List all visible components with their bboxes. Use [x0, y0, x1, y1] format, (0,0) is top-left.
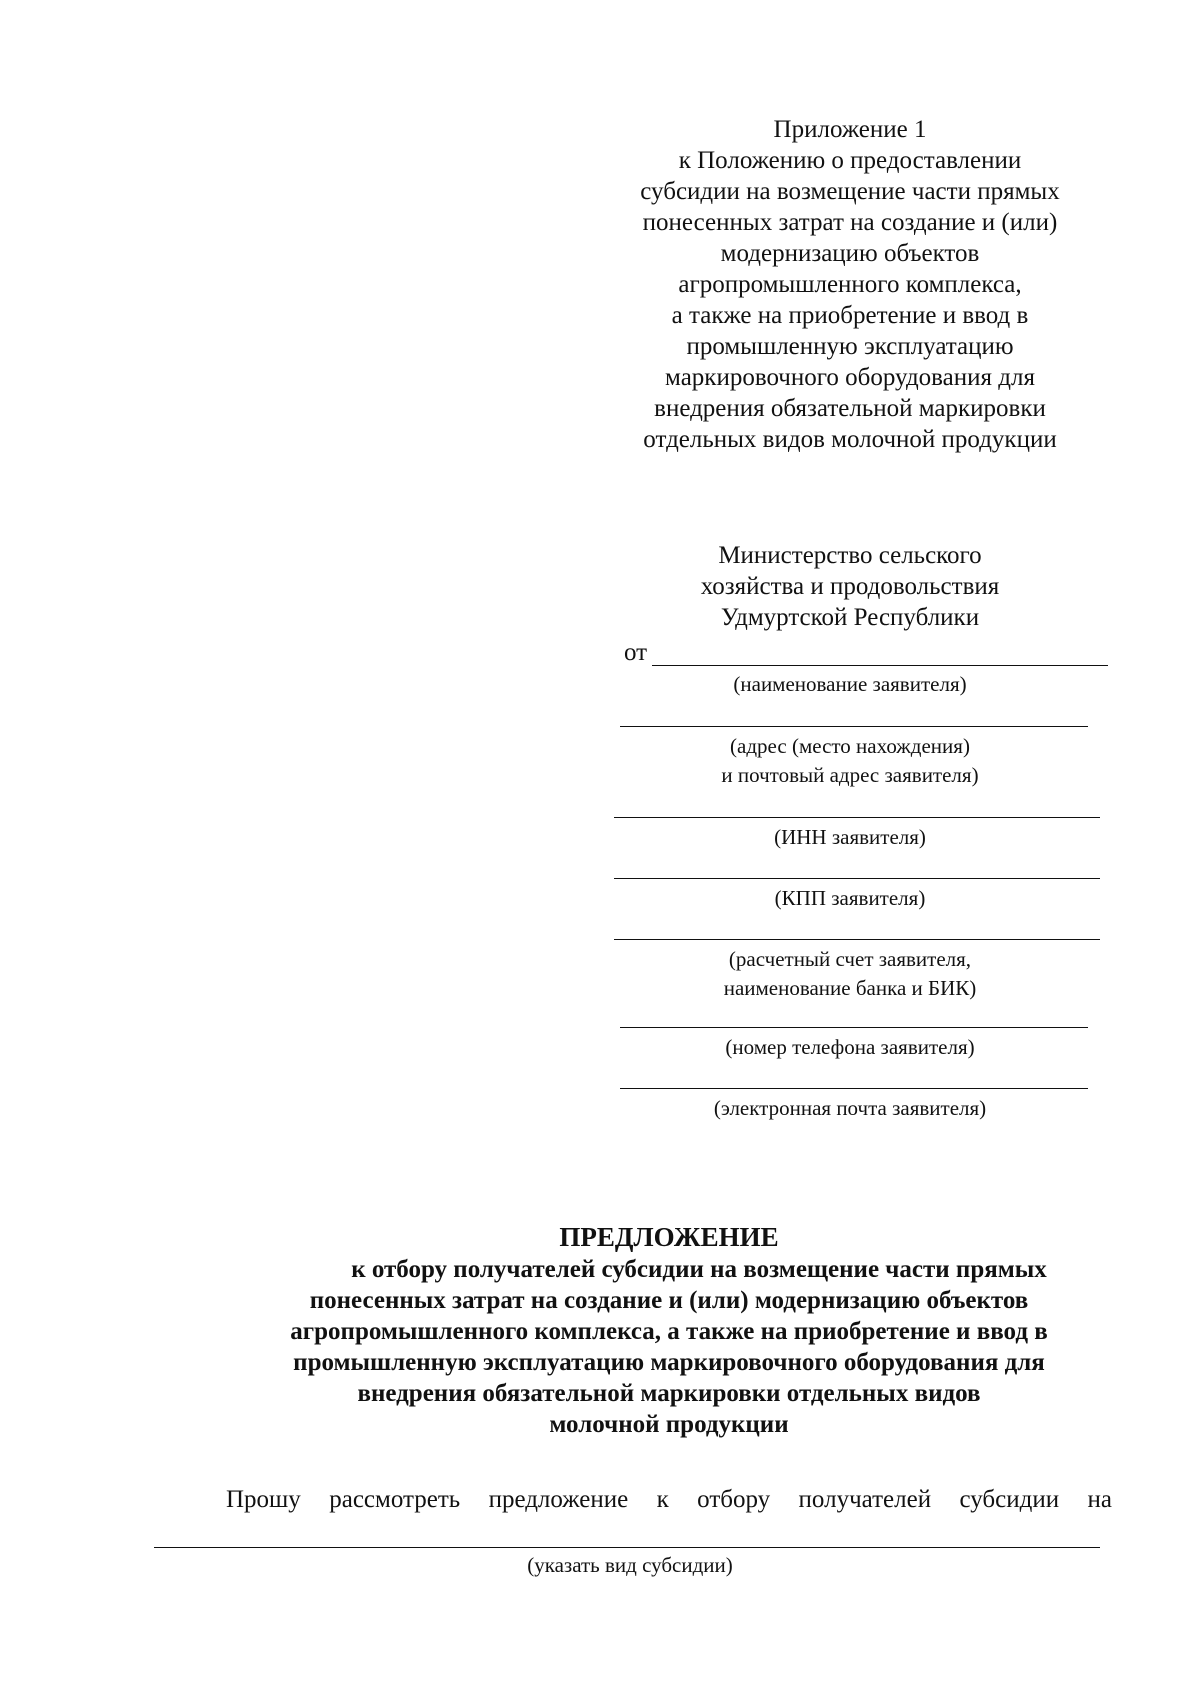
appendix-line: а также на приобретение и ввод в	[671, 302, 1029, 329]
applicant-email-field[interactable]	[620, 1088, 1088, 1089]
applicant-name-field[interactable]	[652, 665, 1108, 666]
appendix-line: маркировочного оборудования для	[665, 364, 1035, 391]
applicant-address-field[interactable]	[620, 726, 1088, 727]
proposal-subtitle-line: понесенных затрат на создание и (или) модернизацию объектов	[309, 1287, 1029, 1314]
appendix-line: агропромышленного комплекса,	[678, 271, 1022, 298]
proposal-subtitle-line: к отбору получателей субсидии на возмещение части прямых	[351, 1256, 1047, 1283]
appendix-line: промышленную эксплуатацию	[686, 333, 1014, 360]
applicant-address-caption: и почтовый адрес заявителя)	[721, 763, 979, 787]
proposal-heading	[120, 1222, 1200, 1440]
proposal-subtitle-line: промышленную эксплуатацию маркировочного оборудования для	[293, 1349, 1045, 1376]
applicant-bank-field[interactable]	[614, 939, 1100, 940]
applicant-inn-field[interactable]	[614, 817, 1100, 818]
applicant-inn-caption: (ИНН заявителя)	[774, 825, 926, 849]
from-label: от	[624, 639, 648, 666]
appendix-line: модернизацию объектов	[720, 240, 980, 267]
request-paragraph: Прошу рассмотреть предложение к отбору получателей субсидии на	[226, 1486, 1112, 1513]
proposal-subtitle-line: молочной продукции	[549, 1411, 789, 1438]
appendix-line: Приложение 1	[773, 116, 927, 143]
applicant-phone-field[interactable]	[620, 1027, 1088, 1028]
addressee-line: Удмуртской Республики	[720, 604, 980, 631]
addressee	[600, 540, 1100, 633]
proposal-subtitle-line: агропромышленного комплекса, а также на приобретение и ввод в	[290, 1318, 1048, 1345]
addressee-line: хозяйства и продовольствия	[700, 573, 1000, 600]
proposal-title: ПРЕДЛОЖЕНИЕ	[559, 1222, 779, 1252]
addressee-line: Министерство сельского	[718, 542, 982, 569]
proposal-subtitle-line: внедрения обязательной маркировки отдельных видов	[357, 1380, 981, 1407]
appendix-line: отдельных видов молочной продукции	[643, 426, 1057, 453]
applicant-email-caption: (электронная почта заявителя)	[713, 1096, 987, 1120]
applicant-kpp-field[interactable]	[614, 878, 1100, 879]
appendix-line: внедрения обязательной маркировки	[654, 395, 1046, 422]
applicant-kpp-caption: (КПП заявителя)	[774, 886, 926, 910]
applicant-bank-caption: наименование банка и БИК)	[723, 976, 977, 1000]
subsidy-type-caption: (указать вид субсидии)	[527, 1553, 733, 1577]
appendix-reference	[600, 114, 1100, 455]
appendix-line: к Положению о предоставлении	[678, 147, 1022, 174]
appendix-line: понесенных затрат на создание и (или)	[642, 209, 1058, 236]
subsidy-type-field[interactable]	[154, 1547, 1100, 1548]
appendix-line: субсидии на возмещение части прямых	[640, 178, 1060, 205]
applicant-name-caption: (наименование заявителя)	[733, 672, 967, 696]
applicant-phone-caption: (номер телефона заявителя)	[725, 1035, 975, 1059]
applicant-address-caption: (адрес (место нахождения)	[730, 734, 970, 758]
applicant-bank-caption: (расчетный счет заявителя,	[728, 947, 972, 971]
